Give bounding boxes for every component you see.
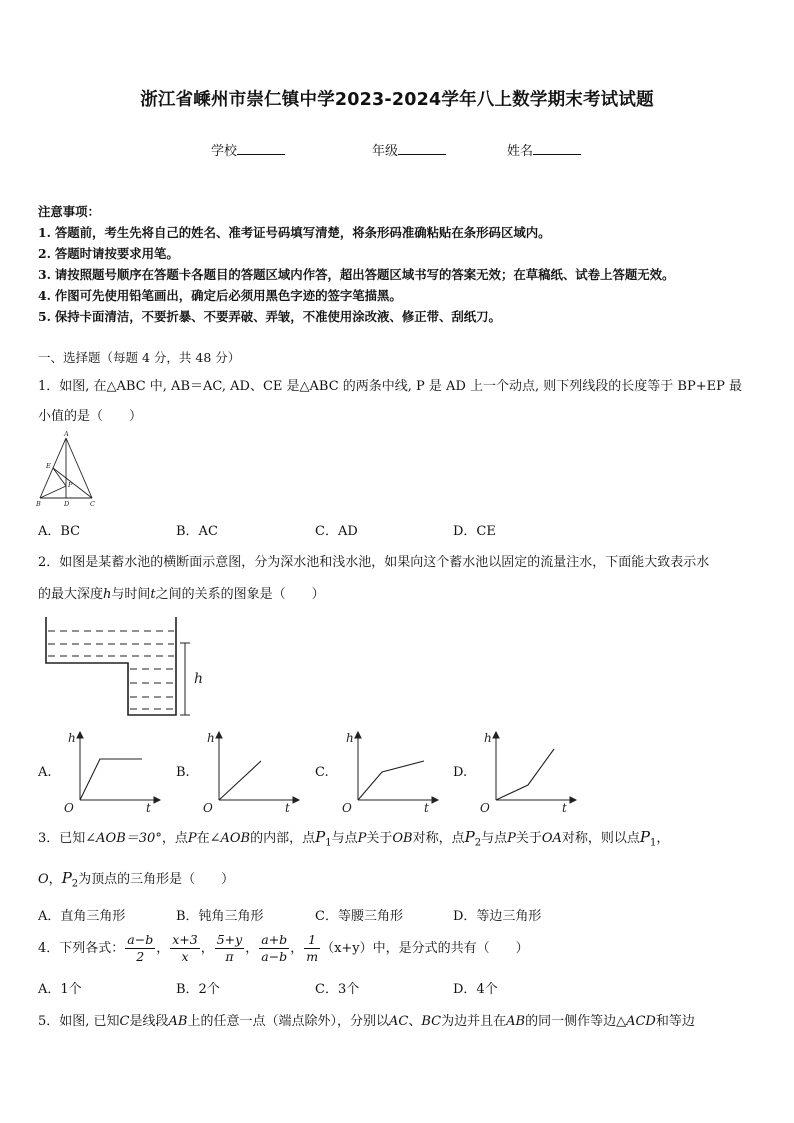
fig-depth-label: h <box>194 671 204 687</box>
q2-stem-line2: 的最大深度h与时间t之间的关系的图象是（ ） <box>38 587 325 602</box>
q4-fraction: $\frac{1}{m}$ <box>306 932 319 964</box>
q2-option-a[interactable]: A. <box>38 765 52 780</box>
q3-stem-line2: O，$P_2$为顶点的三角形是（ ） <box>38 869 235 890</box>
origin-label: O <box>342 801 352 814</box>
notice-heading: 注意事项： <box>38 204 100 219</box>
q2-graph-b <box>197 728 301 814</box>
q4-fraction: $\frac{a-b}{2}$ <box>127 932 154 964</box>
notice-item: 2. 答题时请按要求用笔。 <box>38 246 179 261</box>
q3-stem-line1: 3．已知∠AOB＝30°，点P在∠AOB的内部，点$P_1$与点P关于OB对称，点$P_2$与点P关于OA对称，则以点$P_1$， <box>38 828 670 849</box>
q3-option-a[interactable]: A．直角三角形 <box>38 909 126 924</box>
fig-label-e: E <box>46 462 51 470</box>
fig-label-b: B <box>36 500 41 508</box>
name-blank[interactable] <box>533 142 581 155</box>
q2-option-c[interactable]: C. <box>315 765 329 780</box>
q1-option-b[interactable]: B．AC <box>176 524 218 539</box>
school-blank[interactable] <box>237 142 285 155</box>
q1-stem-line1: 1．如图, 在△ABC 中, AB＝AC, AD、CE 是△ABC 的两条中线, P 是 AD 上一个动点, 则下列线段的长度等于 BP+EP 最 <box>38 379 742 394</box>
q2-stem-line1: 2．如图是某蓄水池的横断面示意图，分为深水池和浅水池，如果向这个蓄水池以固定的流量注水，下面能大致表示水 <box>38 555 710 570</box>
q4-option-c[interactable]: C．3个 <box>315 982 360 997</box>
q1-triangle-figure <box>34 430 100 512</box>
q4-option-b[interactable]: B．2个 <box>176 982 220 997</box>
q2-graph-c <box>336 728 440 814</box>
axis-label-y: h <box>207 731 215 745</box>
school-label: 学校 <box>211 144 238 159</box>
q4-option-d[interactable]: D．4个 <box>453 982 498 997</box>
school-field[interactable] <box>211 140 285 159</box>
page-title: 浙江省嵊州市崇仁镇中学2023-2024学年八上数学期末考试试题 <box>140 90 654 110</box>
origin-label: O <box>203 801 213 814</box>
q1-option-c[interactable]: C．AD <box>315 524 358 539</box>
fig-label-a: A <box>64 430 69 438</box>
q4-stem: 4．下列各式： $\frac{a-b}{2}$ ， $\frac{x+3}{x}$ ， $\frac{5+y}{\pi}$ ， $\frac{a+b}{a-b}$ ， $\frac{1}{m}$ （x+y）中，是分式的共有（ ） <box>38 932 529 964</box>
q3-option-c[interactable]: C．等腰三角形 <box>315 909 403 924</box>
fig-label-d: D <box>64 500 70 508</box>
q2-graph-d <box>474 728 578 814</box>
q2-option-d[interactable]: D. <box>453 765 468 780</box>
section-heading: 一、选择题（每题 4 分，共 48 分） <box>38 350 241 365</box>
q5-stem-line1: 5．如图, 已知C是线段AB上的任意一点（端点除外），分别以AC、BC为边并且在AB的同一侧作等边△ACD和等边 <box>38 1014 695 1029</box>
axis-label-x: t <box>146 801 151 814</box>
axis-label-y: h <box>484 731 492 745</box>
q4-fraction: $\frac{5+y}{\pi}$ <box>216 932 243 964</box>
name-label: 姓名 <box>507 144 534 159</box>
axis-label-y: h <box>346 731 354 745</box>
fig-label-p: P <box>68 481 73 489</box>
axis-label-x: t <box>285 801 290 814</box>
q3-option-b[interactable]: B．钝角三角形 <box>176 909 264 924</box>
q1-option-a[interactable]: A．BC <box>38 524 81 539</box>
axis-label-x: t <box>424 801 429 814</box>
notice-item: 3. 请按照题号顺序在答题卡各题目的答题区域内作答，超出答题区域书写的答案无效；在草稿纸、试卷上答题无效。 <box>38 267 675 282</box>
q1-option-d[interactable]: D．CE <box>453 524 496 539</box>
q4-option-a[interactable]: A．1个 <box>38 982 82 997</box>
notice-item: 1. 答题前，考生先将自己的姓名、准考证号码填写清楚，将条形码准确粘贴在条形码区域内。 <box>38 225 551 240</box>
q4-fraction: $\frac{a+b}{a-b}$ <box>261 932 288 964</box>
q2-graph-a <box>58 728 162 814</box>
q2-option-b[interactable]: B. <box>176 765 190 780</box>
q2-reservoir-figure <box>40 613 220 723</box>
fig-label-c: C <box>90 500 95 508</box>
q1-stem-line2: 小值的是（ ） <box>38 409 143 424</box>
origin-label: O <box>64 801 74 814</box>
axis-label-y: h <box>68 731 76 745</box>
name-field[interactable] <box>507 140 581 159</box>
grade-blank[interactable] <box>398 142 446 155</box>
axis-label-x: t <box>562 801 567 814</box>
notice-item: 4. 作图可先使用铅笔画出，确定后必须用黑色字迹的签字笔描黑。 <box>38 288 402 303</box>
q4-fraction: $\frac{x+3}{x}$ <box>172 932 198 964</box>
q3-option-d[interactable]: D．等边三角形 <box>453 909 542 924</box>
origin-label: O <box>480 801 490 814</box>
grade-field[interactable] <box>372 140 446 159</box>
notice-item: 5. 保持卡面清洁，不要折暴、不要弄破、弄皱，不准使用涂改液、修正带、刮纸刀。 <box>38 309 501 324</box>
grade-label: 年级 <box>372 144 399 159</box>
